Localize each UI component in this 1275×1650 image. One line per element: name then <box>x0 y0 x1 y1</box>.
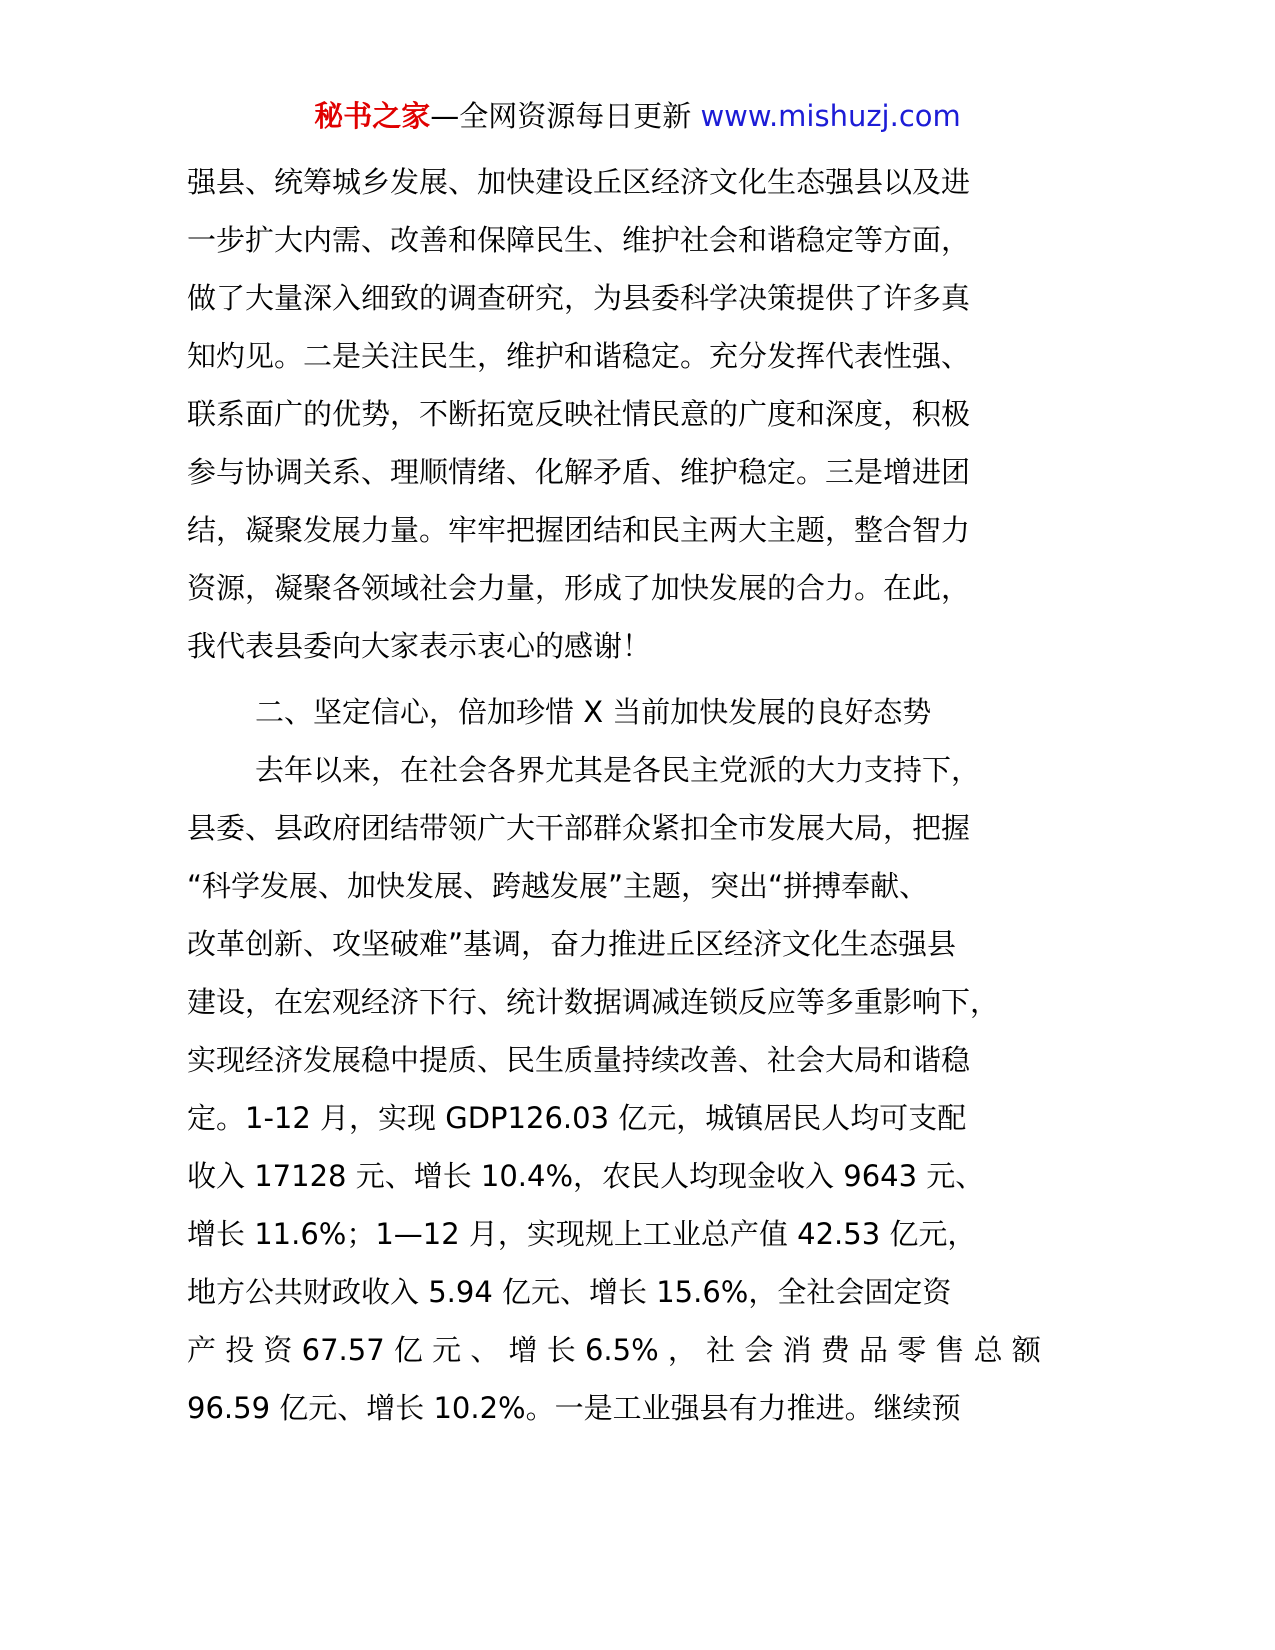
paragraph-line: 96.59 亿元、增长 10.2%。一是工业强县有力推进。继续预 <box>187 1391 961 1425</box>
paragraph-line: “科学发展、加快发展、跨越发展”主题，突出“拼搏奉献、 <box>187 869 929 903</box>
paragraph-line: 增长 11.6%；1—12 月，实现规上工业总产值 42.53 亿元， <box>187 1217 977 1251</box>
paragraph-line: 地方公共财政收入 5.94 亿元、增长 15.6%，全社会固定资 <box>187 1275 952 1309</box>
paragraph-line: 改革创新、攻坚破难”基调，奋力推进丘区经济文化生态强县 <box>187 927 957 961</box>
paragraph-line: 定。1-12 月，实现 GDP126.03 亿元，城镇居民人均可支配 <box>187 1101 967 1135</box>
body-line: 资源，凝聚各领域社会力量，形成了加快发展的合力。在此， <box>187 571 971 605</box>
body-line: 结，凝聚发展力量。牢牢把握团结和民主两大主题，整合智力 <box>187 513 971 547</box>
body-line: 我代表县委向大家表示衷心的感谢！ <box>187 629 652 663</box>
header-url-link[interactable]: www.mishuzj.com <box>700 99 961 133</box>
page-header <box>0 96 1275 136</box>
paragraph-line: 建设，在宏观经济下行、统计数据调减连锁反应等多重影响下， <box>187 985 1000 1019</box>
paragraph-line: 收入 17128 元、增长 10.4%，农民人均现金收入 9643 元、 <box>187 1159 985 1193</box>
document-body <box>187 153 1087 1437</box>
header-brand: 秘书之家 <box>314 99 431 133</box>
section-heading: 二、坚定信心，倍加珍惜 X 当前加快发展的良好态势 <box>255 695 932 729</box>
body-line: 做了大量深入细致的调查研究，为县委科学决策提供了许多真 <box>187 281 971 315</box>
body-line: 参与协调关系、理顺情绪、化解矛盾、维护稳定。三是增进团 <box>187 455 971 489</box>
body-line: 联系面广的优势，不断拓宽反映社情民意的广度和深度，积极 <box>187 397 971 431</box>
body-line: 知灼见。二是关注民生，维护和谐稳定。充分发挥代表性强、 <box>187 339 971 373</box>
body-line: 强县、统筹城乡发展、加快建设丘区经济文化生态强县以及进 <box>187 165 971 199</box>
header-tagline: —全网资源每日更新 <box>430 99 701 133</box>
paragraph-line: 去年以来，在社会各界尤其是各民主党派的大力支持下， <box>255 753 981 787</box>
paragraph-line: 产 投 资 67.57 亿 元 、 增 长 6.5% ， 社 会 消 费 品 零 售 总 额 <box>187 1333 1041 1367</box>
paragraph-line: 实现经济发展稳中提质、民生质量持续改善、社会大局和谐稳 <box>187 1043 971 1077</box>
body-line: 一步扩大内需、改善和保障民生、维护社会和谐稳定等方面， <box>187 223 971 257</box>
paragraph-line: 县委、县政府团结带领广大干部群众紧扣全市发展大局，把握 <box>187 811 971 845</box>
